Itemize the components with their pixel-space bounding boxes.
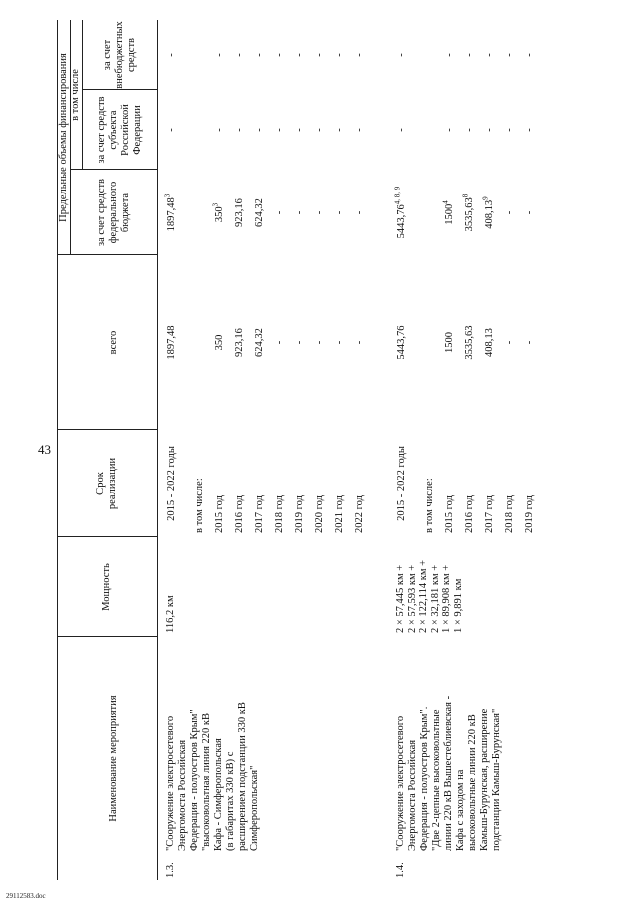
header-subject: за счет средств субъекта Российской Федерации xyxy=(95,96,143,164)
header-federal: за счет средств федерального бюджета xyxy=(95,178,131,247)
footnote-marker: 9 xyxy=(481,196,490,200)
total-value: 5443,76 xyxy=(396,325,407,360)
total-value: - xyxy=(334,340,345,345)
power-value: 2 × 57,445 км + xyxy=(395,564,406,633)
federal-value: 5443,76$^{4, 8, 9}$ xyxy=(393,186,407,239)
periods-value: 2017 год xyxy=(484,495,495,533)
periods-value: 2015 год xyxy=(444,495,455,533)
federal-value: $350^3$ xyxy=(211,202,225,223)
periods-value: 2018 год xyxy=(504,495,515,533)
periods-value: 2018 год xyxy=(274,495,285,533)
subject-value: - xyxy=(274,128,285,132)
total-value: 1500 xyxy=(444,332,455,353)
power-value: 2 × 122,114 км + xyxy=(418,559,429,633)
total-value: 624,32 xyxy=(254,328,265,357)
header-power: Мощность xyxy=(101,563,112,611)
header-including: в том числе xyxy=(70,69,81,121)
total-value: - xyxy=(524,340,535,345)
federal-value: - xyxy=(314,210,325,215)
subject-value: - xyxy=(354,128,365,132)
periods-value: в том числе: xyxy=(194,478,205,533)
subject-value: - xyxy=(214,128,225,132)
subject-value: - xyxy=(484,128,495,132)
extra-value: - xyxy=(234,53,245,57)
footnote-marker: 3 xyxy=(163,193,172,198)
periods-value: 2016 год xyxy=(464,495,475,533)
subject-value xyxy=(423,90,443,170)
federal-value xyxy=(423,170,443,255)
row-subject xyxy=(165,90,373,170)
extra-value: - xyxy=(214,53,225,57)
federal-value: - xyxy=(524,210,535,215)
periods-value: 2015 - 2022 годы xyxy=(396,446,407,521)
row-power xyxy=(395,538,464,633)
subject-value: - xyxy=(294,128,305,132)
periods-value: 2015 - 2022 годы xyxy=(166,446,177,521)
row-extra xyxy=(165,20,373,90)
subject-value: - xyxy=(504,128,515,132)
federal-value: - xyxy=(354,210,365,215)
periods-value: 2016 год xyxy=(234,495,245,533)
extra-value: - xyxy=(464,53,475,57)
document-code: 29112583.doc xyxy=(6,892,46,900)
subject-value: - xyxy=(524,128,535,132)
extra-value: - xyxy=(484,53,495,57)
federal-value: 923,16 xyxy=(234,198,245,227)
rotated-table-sheet xyxy=(57,20,617,880)
extra-value: - xyxy=(274,53,285,57)
total-value: - xyxy=(314,340,325,345)
footnote-marker: 8 xyxy=(461,193,470,198)
row-periods xyxy=(395,430,543,537)
extra-value: - xyxy=(444,53,455,57)
subject-value: - xyxy=(314,128,325,132)
total-value: 408,13 xyxy=(484,328,495,357)
row-total xyxy=(395,255,543,430)
row-name: "Сооружение электросетевого Энергомоста Российская Федерация - полуостров Крым" "высоковольтная линия 220 кВ Кафа - Симферопольская (в габаритах 330 кВ) с расширением подстанции 330 кВ Симферопольская" xyxy=(165,702,260,851)
total-value: 3535,63 xyxy=(464,325,475,360)
power-value: 116,2 км xyxy=(165,595,176,633)
header-name: Наименование мероприятия xyxy=(107,695,119,822)
federal-value: 624,32 xyxy=(254,198,265,227)
footnote-marker: 4 xyxy=(441,200,450,204)
periods-value: 2020 год xyxy=(314,495,325,533)
row-name: "Сооружение электросетевого Энергомоста Российская Федерация - полуостров Крым". "Две 2-цепные высоковольтные линии 220 кВ Вышестеблиевская - Кафа с заходом на высоковольтные линии 220 кВ Камыш-Бурунская, расширение подстанции Камыш-Бурунская" xyxy=(395,695,502,851)
federal-value: 1500$^4$ xyxy=(441,200,455,225)
row-total xyxy=(165,255,373,430)
extra-value xyxy=(423,20,443,90)
power-value: 2 × 57,593 км + xyxy=(406,564,418,633)
total-value: - xyxy=(504,340,515,345)
row-extra xyxy=(395,20,543,90)
total-value xyxy=(193,255,213,430)
total-value xyxy=(423,255,443,430)
federal-value: 1897,48$^3$ xyxy=(163,193,177,232)
row-power xyxy=(165,538,177,633)
subject-value: - xyxy=(254,128,265,132)
extra-value: - xyxy=(254,53,265,57)
subject-value: - xyxy=(464,128,475,132)
row-federal xyxy=(165,170,373,255)
subject-value: - xyxy=(234,128,245,132)
power-value: 1 × 9,891 км xyxy=(452,578,464,633)
total-value: - xyxy=(294,340,305,345)
periods-value: 2021 год xyxy=(334,495,345,533)
subject-value: - xyxy=(166,128,177,132)
header-extra: за счет внебюджетных средств xyxy=(101,21,137,89)
federal-value: - xyxy=(274,210,285,215)
total-value: - xyxy=(274,340,285,345)
federal-value: - xyxy=(504,210,515,215)
extra-value: - xyxy=(504,53,515,57)
row-federal xyxy=(395,170,543,255)
power-value: 1 × 89,908 км + xyxy=(441,564,452,633)
total-value: - xyxy=(354,340,365,345)
row-number: 1.3. xyxy=(165,862,176,878)
header-funding: Предельные объемы финансирования xyxy=(57,53,69,222)
federal-value: - xyxy=(294,210,305,215)
extra-value: - xyxy=(294,53,305,57)
header-period: Срок реализации xyxy=(95,457,118,510)
extra-value: - xyxy=(524,53,535,57)
periods-value: 2019 год xyxy=(524,495,535,533)
periods-value: 2022 год xyxy=(354,495,365,533)
periods-value: 2017 год xyxy=(254,495,265,533)
extra-value: - xyxy=(354,53,365,57)
header-total: всего xyxy=(107,330,119,355)
subject-value: - xyxy=(334,128,345,132)
subject-value: - xyxy=(396,128,407,132)
periods-value: 2015 год xyxy=(214,495,225,533)
extra-value xyxy=(193,20,213,90)
extra-value: - xyxy=(314,53,325,57)
total-value: 350 xyxy=(214,334,225,351)
header-bottom-border xyxy=(157,20,158,880)
periods-value: 2019 год xyxy=(294,495,305,533)
row-periods xyxy=(165,430,373,537)
funding-table xyxy=(57,20,617,880)
footnote-marker: 4, 8, 9 xyxy=(393,186,402,205)
periods-value: в том числе: xyxy=(424,478,435,533)
subject-value xyxy=(193,90,213,170)
power-value: 2 × 32,181 км + xyxy=(429,564,441,633)
federal-value xyxy=(193,170,213,255)
total-value: 923,16 xyxy=(234,328,245,357)
row-subject xyxy=(395,90,543,170)
federal-value: - xyxy=(334,210,345,215)
total-value: 1897,48 xyxy=(166,325,177,360)
federal-value: 408,13$^9$ xyxy=(481,196,495,229)
extra-value: - xyxy=(396,53,407,57)
row-number: 1.4. xyxy=(395,862,406,878)
subject-value: - xyxy=(444,128,455,132)
extra-value: - xyxy=(166,53,177,57)
footnote-marker: 3 xyxy=(211,202,220,207)
page-number: 43 xyxy=(38,442,51,457)
federal-value: 3535,63$^8$ xyxy=(461,193,475,232)
extra-value: - xyxy=(334,53,345,57)
